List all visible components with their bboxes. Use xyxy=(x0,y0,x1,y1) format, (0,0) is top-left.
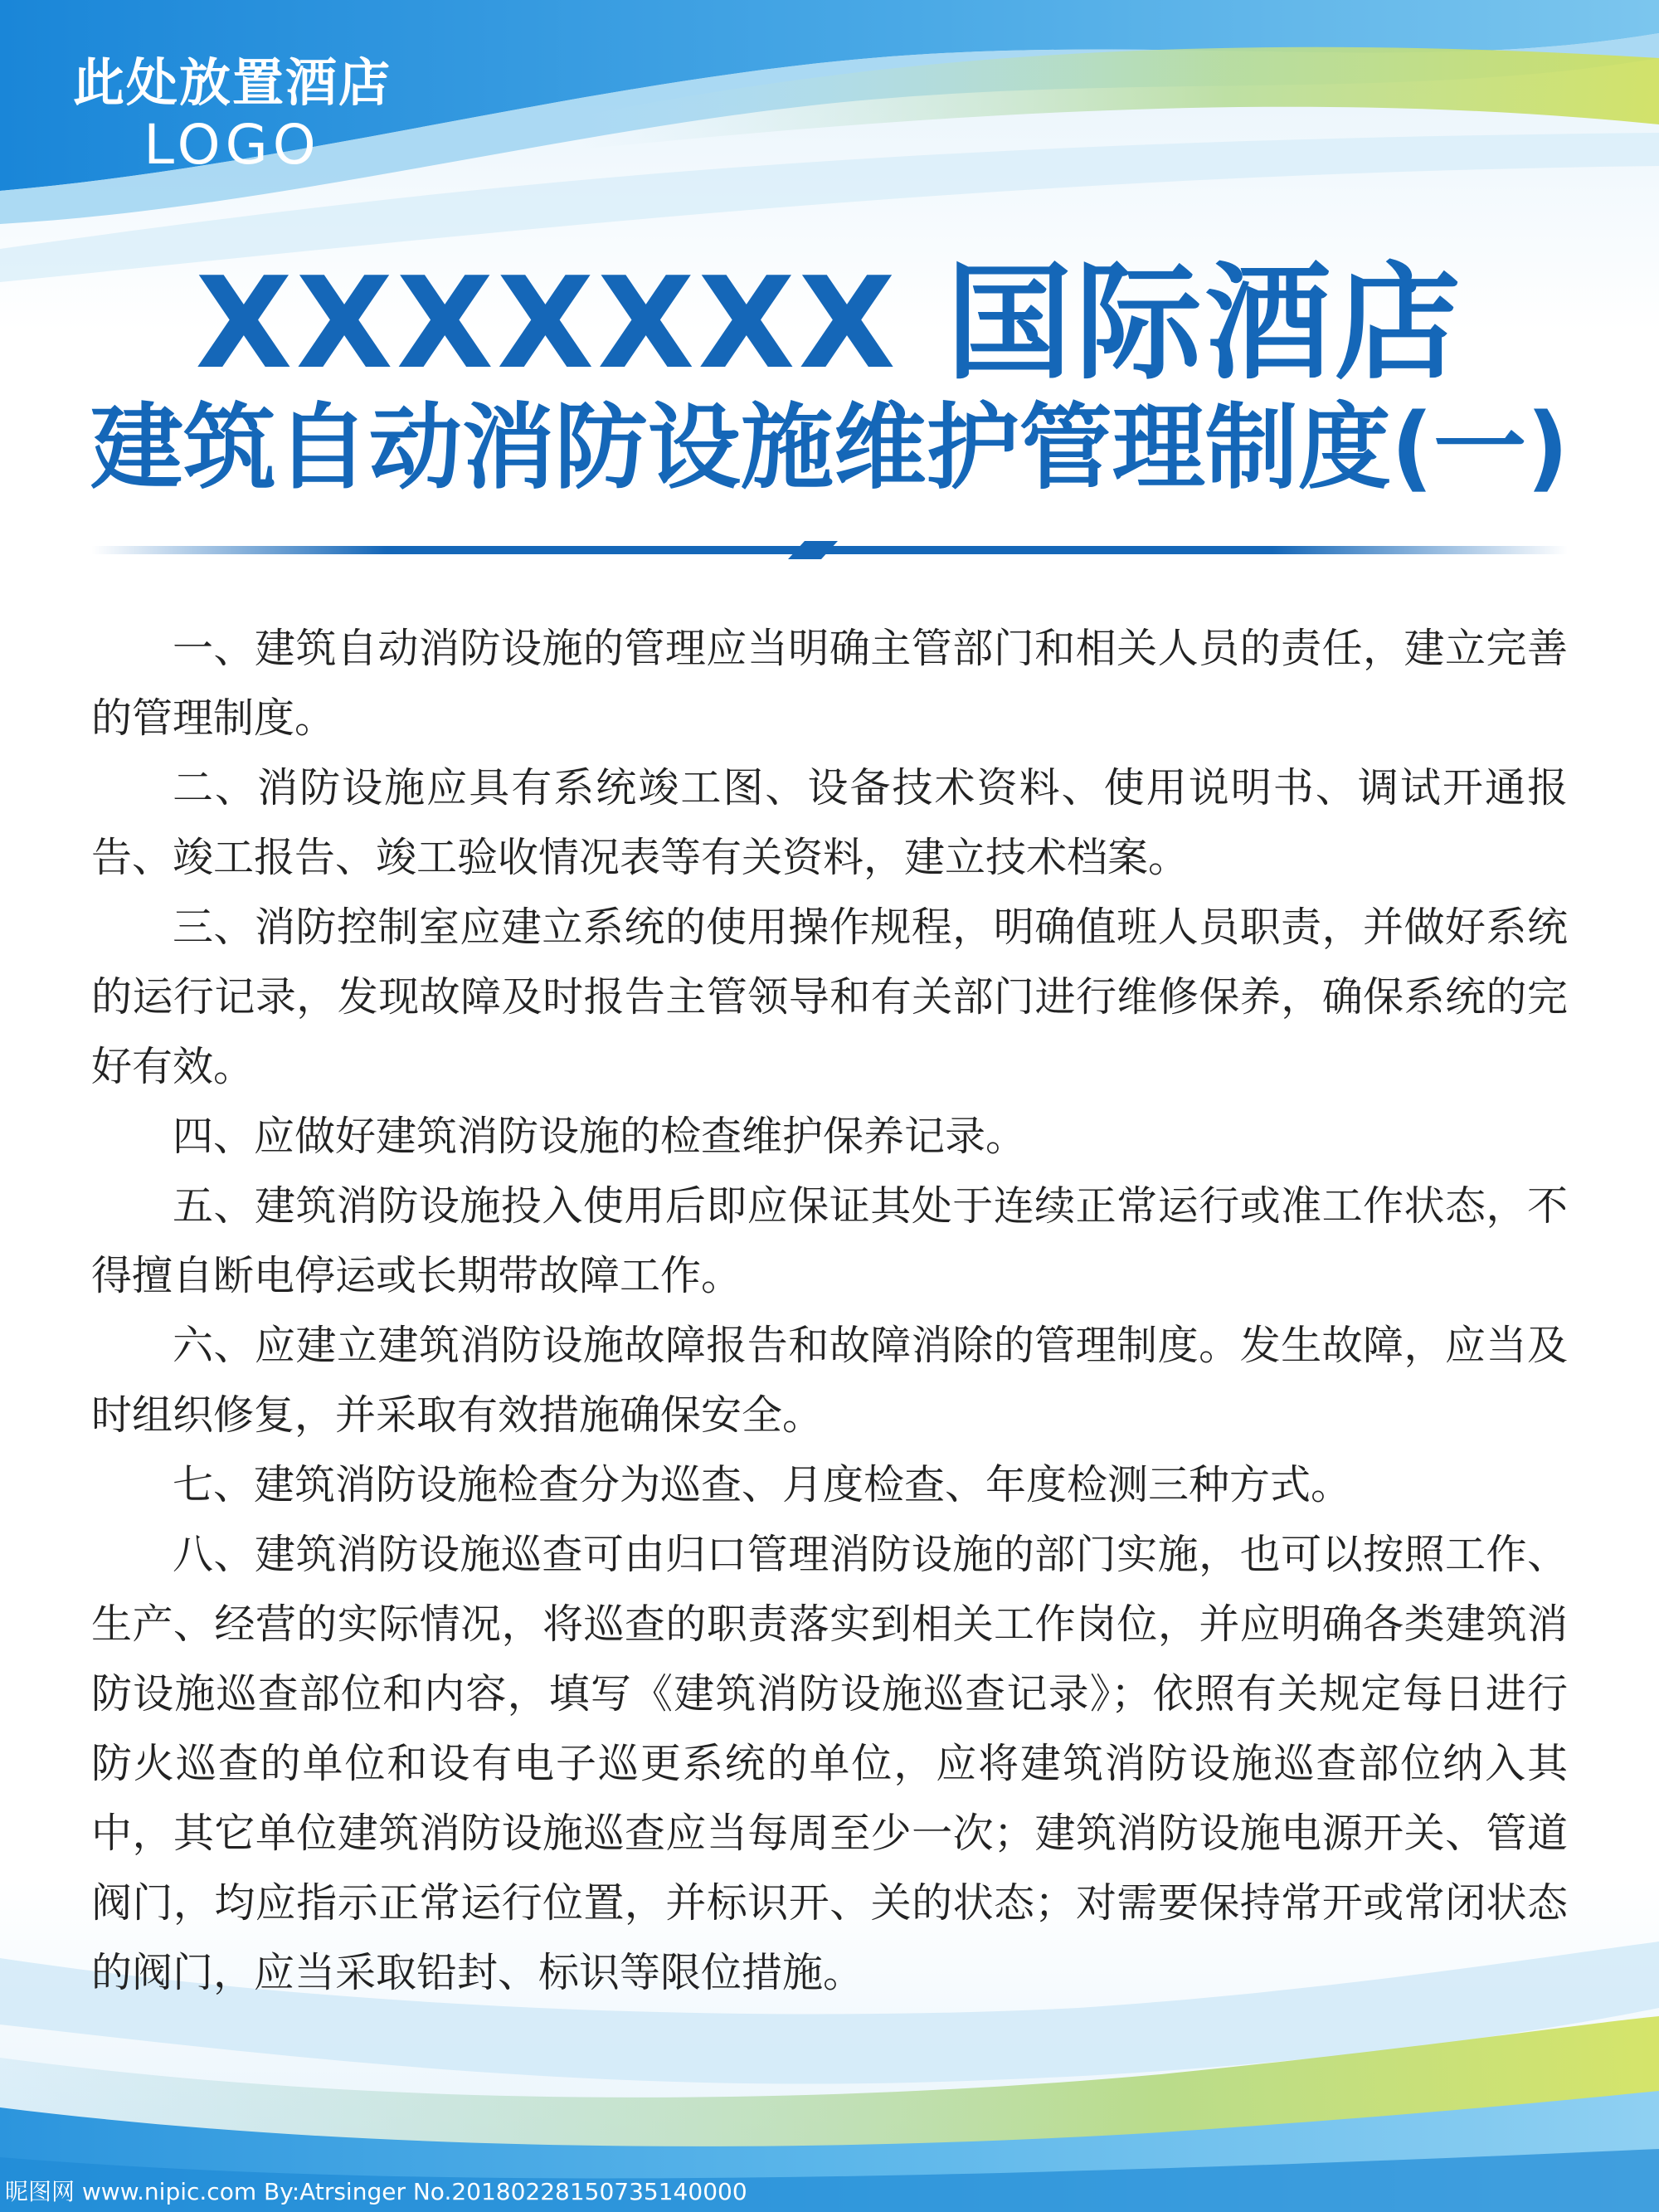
regulation-item-4: 四、应做好建筑消防设施的检查维护保养记录。 xyxy=(173,1113,1027,1160)
regulation-item-2: 二、消防设施应具有系统竣工图、设备技术资料、使用说明书、调试开通报告、竣工报告、竣工验收情况表等有关资料，建立技术档案。 xyxy=(91,764,1568,881)
regulation-item-5: 五、建筑消防设施投入使用后即应保证其处于连续正常运行或准工作状态，不得擅自断电停运或长期带故障工作。 xyxy=(91,1182,1568,1299)
regulation-body xyxy=(91,614,1568,2008)
watermark-text: 昵图网 www.nipic.com By:Atrsinger No.20180228150735140000 xyxy=(5,2178,747,2205)
regulation-item-1: 一、建筑自动消防设施的管理应当明确主管部门和相关人员的责任，建立完善的管理制度。 xyxy=(91,625,1568,742)
logo-text: LOGO xyxy=(144,113,321,177)
regulation-item-6: 六、应建立建筑消防设施故障报告和故障消除的管理制度。发生故障，应当及时组织修复，并采取有效措施确保安全。 xyxy=(91,1322,1568,1439)
regulation-item-8: 八、建筑消防设施巡查可由归口管理消防设施的部门实施，也可以按照工作、生产、经营的实际情况，将巡查的职责落实到相关工作岗位，并应明确各类建筑消防设施巡查部位和内容，填写《建筑消防设施巡查记录》；依照有关规定每日进行防火巡查的单位和设有电子巡更系统的单位，应将建筑消防设施巡查部位纳入其中，其它单位建筑消防设施巡查应当每周至少一次；建筑消防设施电源开关、管道阀门，均应指示正常运行位置，并标识开、关的状态；对需要保持常开或常闭状态的阀门，应当采取铅封、标识等限位措施。 xyxy=(91,1531,1568,1996)
title-divider xyxy=(91,541,1568,559)
watermark-bar xyxy=(0,2175,830,2212)
regulation-item-3: 三、消防控制室应建立系统的使用操作规程，明确值班人员职责，并做好系统的运行记录，发现故障及时报告主管领导和有关部门进行维修保养，确保系统的完好有效。 xyxy=(91,904,1568,1090)
hotel-logo-placeholder xyxy=(58,51,406,176)
document-title: 建筑自动消防设施维护管理制度(一) xyxy=(90,394,1569,502)
hotel-name-title: XXXXXXX 国际酒店 xyxy=(195,250,1464,397)
regulation-item-7: 七、建筑消防设施检查分为巡查、月度检查、年度检测三种方式。 xyxy=(173,1461,1352,1508)
logo-placeholder-text: 此处放置酒店 xyxy=(72,52,392,113)
